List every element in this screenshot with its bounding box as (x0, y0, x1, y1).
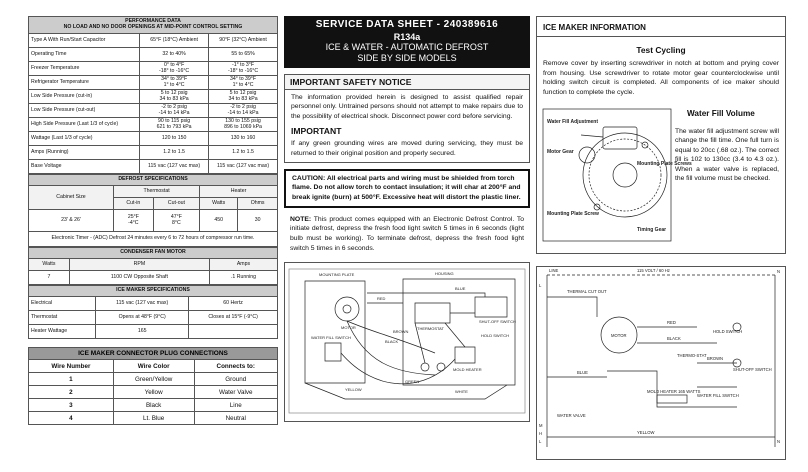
defrost-table (28, 174, 278, 247)
note-text: NOTE: This product comes equipped with an Electronic Defrost Control. To initiate defrost, depress the fresh food light switch 5 times in 6 seconds (light bulb must be working). To terminate defrost, depress the fresh food light switch 5 times in 6 seconds. (290, 215, 525, 252)
wiring-label-black: BLACK (667, 336, 681, 341)
performance-row (29, 76, 278, 90)
connector-row (29, 412, 278, 425)
icemaker-spec-value1: 115 vac (127 vac max) (96, 297, 189, 311)
performance-90f: 130 to 160 (209, 132, 278, 146)
icemaker-schematic (285, 263, 529, 419)
performance-65f: 65°F (18°C) Ambient (140, 34, 209, 48)
model-type: SIDE BY SIDE MODELS (357, 53, 457, 64)
performance-65f: 90 to 115 psig 621 to 793 kPa (140, 118, 209, 132)
wiring-label-l: L (539, 283, 542, 288)
condenser-watts-header: Watts (29, 259, 70, 271)
wire-destination: Neutral (194, 412, 277, 425)
performance-label: Amps (Running) (29, 146, 140, 160)
performance-row (29, 160, 278, 174)
diag-label-mold-heater: MOLD HEATER (453, 367, 482, 373)
performance-label: Low Side Pressure (cut-out) (29, 104, 140, 118)
performance-90f: 130 to 155 psig 896 to 1069 kPa (209, 118, 278, 132)
important-heading: IMPORTANT (291, 126, 342, 137)
condenser-amps: .1 Running (209, 271, 277, 285)
diag-label-blue: BLUE (455, 286, 466, 292)
wiring-label-line: LINE (549, 268, 559, 273)
heater-header: Heater (200, 186, 278, 198)
important-text: If any green grounding wires are moved during servicing, they must be returned to their original position and properly secured. (291, 140, 523, 158)
connector-row (29, 386, 278, 399)
wire-number: 4 (29, 412, 114, 425)
diag-label-mounting-plate: MOUNTING PLATE (319, 272, 355, 278)
wiring-label-cutout: THERMAL CUT OUT (567, 289, 607, 294)
wire-destination: Water Valve (194, 386, 277, 399)
diag-label-housing: HOUSING (435, 271, 454, 277)
performance-row (29, 132, 278, 146)
test-cycling-title: Test Cycling (636, 45, 686, 55)
diag-label-black: BLACK (385, 339, 399, 345)
connector-table (28, 347, 278, 425)
wiring-label-thermostat: THERMO-STAT (677, 353, 707, 358)
performance-row (29, 90, 278, 104)
cabinet-size-header: Cabinet Size (29, 186, 114, 210)
timer-note: Electronic Timer - (ADC) Defrost 24 minutes every 6 to 72 hours of compressor run time. (29, 232, 278, 247)
wire-color: Green/Yellow (113, 373, 194, 386)
caution-box: CAUTION: All electrical parts and wiring must be shielded from torch flame. Do not allow torch to contact insulation; it will char at 200°F and break ignite (burn) at 500°F. Excessive heat will distort the plastic liner. (284, 169, 530, 208)
performance-90f: 115 vac (127 vac max) (209, 160, 278, 174)
icemaker-spec-label: Heater Wattage (29, 325, 96, 339)
test-cycling-text: Remove cover by inserting screwdriver in notch at bottom and prying cover from housing. Use screwdriver to rotate motor gear counterclockwise until holding switch circuit is completed. All components of ice maker should function to complete the cycle. (543, 60, 779, 96)
performance-65f: -2 to 2 psig -14 to 14 kPa (140, 104, 209, 118)
connector-title: ICE MAKER CONNECTOR PLUG CONNECTIONS (29, 348, 278, 360)
safety-heading: IMPORTANT SAFETY NOTICE (285, 75, 529, 90)
performance-90f: 90°F (32°C) Ambient (209, 34, 278, 48)
icemaker-info-heading: ICE MAKER INFORMATION (537, 17, 785, 37)
performance-65f: 120 to 150 (140, 132, 209, 146)
service-title: SERVICE DATA SHEET - 240389616 (315, 19, 499, 30)
wiring-label-shutoff: SHUT-OFF SWITCH (733, 367, 772, 372)
icemaker-spec-value2: 60 Hertz (189, 297, 278, 311)
icemaker-spec-row (29, 311, 278, 325)
performance-row (29, 146, 278, 160)
wiring-label-brown: BROWN (707, 356, 724, 361)
fig-label-mounting-screws: Mounting Plate Screws (637, 160, 692, 167)
performance-65f: 115 vac (127 vac max) (140, 160, 209, 174)
wire-number: 3 (29, 399, 114, 412)
service-banner (284, 16, 530, 68)
icemaker-info-box (536, 16, 786, 254)
wire-color-header: Wire Color (113, 360, 194, 373)
spec-column (28, 16, 278, 425)
wiring-label-fill-switch: WATER FILL SWITCH (697, 393, 739, 398)
condenser-watts: 7 (29, 271, 70, 285)
performance-label: Freezer Temperature (29, 62, 140, 76)
icemaker-spec-label: Electrical (29, 297, 96, 311)
icemaker-spec-label: Thermostat (29, 311, 96, 325)
diag-label-thermostat: THERMOSTAT (417, 326, 444, 332)
performance-label: Refrigerator Temperature (29, 76, 140, 90)
wiring-label-valve: WATER VALVE (557, 413, 586, 418)
wire-destination: Line (194, 399, 277, 412)
fig-label-water-fill: Water Fill Adjustment (547, 118, 599, 125)
refrigerant: R134a (393, 32, 421, 42)
icemaker-spec-value2 (189, 325, 278, 339)
watts-value: 450 (200, 210, 238, 232)
performance-label: Wattage (Last 1/3 of cycle) (29, 132, 140, 146)
cut-in-value: 25°F -4°C (114, 210, 154, 232)
performance-65f: 34° to 39°F 1° to 4°C (140, 76, 209, 90)
wiring-diagram (536, 266, 786, 460)
performance-label: Low Side Pressure (cut-in) (29, 90, 140, 104)
diag-label-yellow: YELLOW (345, 387, 362, 393)
watts-header: Watts (200, 198, 238, 210)
performance-row (29, 118, 278, 132)
cut-out-header: Cut-out (153, 198, 199, 210)
wiring-label-blue: BLUE (577, 370, 588, 375)
performance-label: High Side Pressure (Last 1/3 of cycle) (29, 118, 140, 132)
performance-90f: 1.2 to 1.5 (209, 146, 278, 160)
diag-label-hold-switch: HOLD SWITCH (481, 333, 509, 339)
diag-label-green: GREEN (405, 379, 420, 385)
wire-color: Yellow (113, 386, 194, 399)
wiring-label-red: RED (667, 320, 676, 325)
performance-65f: 1.2 to 1.5 (140, 146, 209, 160)
cabinet-size-value: 23' & 26' (29, 210, 114, 232)
fig-label-timing-gear: Timing Gear (637, 226, 667, 233)
icemaker-spec-title: ICE MAKER SPECIFICATIONS (29, 286, 278, 297)
performance-90f: -1° to 3°F -18° to -16°C (209, 62, 278, 76)
wiring-schematic (537, 267, 785, 457)
diag-label-red: RED (377, 296, 386, 302)
condenser-table (28, 247, 278, 285)
connector-row (29, 373, 278, 386)
wire-color: Black (113, 399, 194, 412)
service-column (284, 16, 530, 422)
diag-label-white: WHITE (455, 389, 468, 395)
connects-to-header: Connects to: (194, 360, 277, 373)
performance-label: Type A With Run/Start Capacitor (29, 34, 140, 48)
performance-90f: 55 to 65% (209, 48, 278, 62)
wiring-label-heater: MOLD HEATER 165 WATTS (647, 389, 701, 394)
icemaker-wiring-drawing (284, 262, 530, 422)
performance-row (29, 62, 278, 76)
performance-90f: 34° to 39°F 1° to 4°C (209, 76, 278, 90)
wiring-label-motor: MOTOR (611, 333, 627, 338)
diag-label-shut-off: SHUT-OFF SWITCH (479, 319, 516, 325)
performance-label: Base Voltage (29, 160, 140, 174)
water-fill-text: The water fill adjustment screw will change the fill time. One full turn is equal to 20cc (.68 oz.). The correct fill is 102 to 130cc (3.4 to 4.3 oz.). When a water valve is replaced, the fill volume must be checked. (675, 127, 779, 183)
wiring-label-hold: HOLD SWITCH (713, 329, 743, 334)
ohms-header: Ohms (238, 198, 278, 210)
wire-number: 2 (29, 386, 114, 399)
performance-65f: 5 to 12 psig 34 to 83 kPa (140, 90, 209, 104)
performance-row (29, 34, 278, 48)
performance-title: PERFORMANCE DATA NO LOAD AND NO DOOR OPENINGS AT MID-POINT CONTROL SETTING (29, 17, 278, 34)
performance-table (28, 16, 278, 174)
icemaker-spec-value1: 165 (96, 325, 189, 339)
condenser-rpm-header: RPM (69, 259, 209, 271)
defrost-title: DEFROST SPECIFICATIONS (29, 175, 278, 186)
condenser-title: CONDENSER FAN MOTOR (29, 248, 278, 259)
safety-text: The information provided herein is designed to assist qualified repair personnel only. Untrained persons should not attempt to make repairs due to the possibility of electrical shock. Disconnect power cord before servicing. (291, 93, 523, 120)
wiring-label-yellow: YELLOW (637, 430, 655, 435)
wiring-label-n2: N (777, 439, 781, 444)
ohms-value: 30 (238, 210, 278, 232)
connector-row (29, 399, 278, 412)
performance-label: Operating Time (29, 48, 140, 62)
performance-90f: -2 to 2 psig -14 to 14 kPa (209, 104, 278, 118)
icemaker-spec-row (29, 325, 278, 339)
icemaker-spec-value2: Closes at 15°F (-9°C) (189, 311, 278, 325)
wire-number: 1 (29, 373, 114, 386)
diag-label-fill-switch: WATER FILL SWITCH (311, 335, 351, 341)
cut-out-value: 47°F 8°C (153, 210, 199, 232)
water-fill-title: Water Fill Volume (687, 108, 755, 118)
performance-row (29, 48, 278, 62)
diag-label-motor: MOTOR (341, 325, 356, 331)
fig-label-motor-gear: Motor Gear (547, 148, 574, 155)
wire-color: Lt. Blue (113, 412, 194, 425)
performance-65f: 32 to 40% (140, 48, 209, 62)
thermostat-header: Thermostat (114, 186, 200, 198)
icemaker-spec-row (29, 297, 278, 311)
wiring-label-m: M (539, 423, 543, 428)
fig-label-mounting-screw: Mounting Plate Screw (547, 210, 599, 217)
wire-destination: Ground (194, 373, 277, 386)
wire-number-header: Wire Number (29, 360, 114, 373)
safety-box (284, 74, 530, 163)
cut-in-header: Cut-in (114, 198, 154, 210)
performance-65f: 0° to 4°F -18° to -16°C (140, 62, 209, 76)
performance-90f: 5 to 12 psig 34 to 83 kPa (209, 90, 278, 104)
wiring-label-voltage: 115 VOLT / 60 Hz (637, 268, 670, 273)
icemaker-spec-table (28, 285, 278, 339)
icemaker-column (536, 16, 786, 460)
diag-label-brown: BROWN (393, 329, 409, 335)
icemaker-spec-value1: Opens at 48°F (9°C) (96, 311, 189, 325)
condenser-amps-header: Amps (209, 259, 277, 271)
wiring-label-n: N (777, 269, 781, 274)
product-line: ICE & WATER - AUTOMATIC DEFROST (325, 42, 489, 52)
wiring-label-h: H (539, 431, 543, 436)
wiring-label-l2: L (539, 439, 542, 444)
icemaker-gear-figure (541, 105, 692, 245)
condenser-rpm: 1100 CW Opposite Shaft (69, 271, 209, 285)
water-fill-section (537, 101, 785, 241)
performance-row (29, 104, 278, 118)
